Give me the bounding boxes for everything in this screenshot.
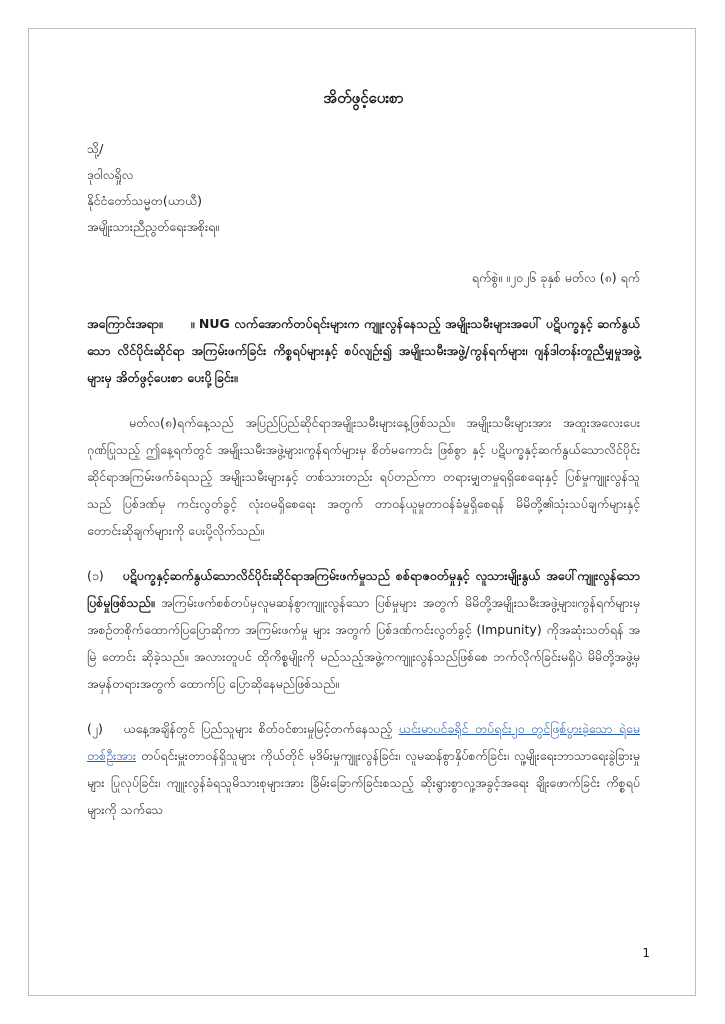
point-1-number: (၁) — [87, 568, 104, 583]
subject-label: အကြောင်းအရာ။ — [87, 316, 163, 331]
point-2-text-b: တပ်ရင်းမှူးတာဝန်ရှိသူများ ကိုယ်တိုင် မုဒိမ်းမှုကျူးလွန်ခြင်း၊ လူမဆန်စွာနှိပ်စက်ခြင်း၊ လူ့မျိုးရေးဘာသာရေးခွဲခြားမှုများ ပြုလုပ်ခြင်း၊ ကျူးလွန်ခံရသူမိသားစုများအား ခြိမ်းခြောက်ခြင်းစသည့် ဆိုးရွားစွာလူ့အခွင့်အရေး ချိုးဖောက်ခြင်း ကိစ္စရပ်များကို သက်သေ — [87, 748, 640, 817]
address-line: နိုင်ငံတော်သမ္မတ(ယာယီ) — [87, 193, 202, 208]
subject-text: ။ NUG လက်အောက်တပ်ရင်းများက ကျူးလွန်နေသည့် အမျိုးသမီးများအပေါ် ပဋိပက္ခနှင့် ဆက်နွယ်သော လိင်ပိုင်းဆိုင်ရာ အကြမ်းဖက်ခြင်း ကိစ္စရပ်များနှင့် စပ်လျဉ်း၍ အမျိုးသမီးအဖွဲ့/ကွန်ရက်များ၊ ဂျန်ဒါတန်းတူညီမျှမှုအဖွဲ့များမှ အိတ်ဖွင့်ပေးစာ ပေးပို့ခြင်း။ — [87, 316, 640, 385]
page-number: 1 — [642, 946, 650, 960]
subject-line — [87, 310, 640, 391]
point-1-paragraph — [87, 562, 640, 697]
address-line: အမျိုးသားညီညွတ်ရေးအစိုးရ။ — [87, 219, 220, 234]
point-2-paragraph — [87, 715, 640, 823]
address-line: ဒုဝါလရှိုလ — [87, 167, 134, 182]
point-1-heading: ပဋိပက္ခနှင့်ဆက်နွယ်သောလိင်ပိုင်းဆိုင်ရာအကြမ်းဖက်မှုသည် စစ်ရာဇဝတ်မှုနှင့် လူသားမျိုးနွယ် အပေါ်ကျူးလွန်သောပြစ်မှုဖြစ်သည်။ — [87, 568, 640, 610]
letter-title: အိတ်ဖွင့်ပေးစာ — [323, 89, 404, 107]
point-2-link[interactable]: ယင်းမာပင်ခရိုင် တပ်ရင်း၂၀ တွင်ဖြစ်ပွားခဲ့သော ရဲမေတစ်ဦးအား — [87, 721, 640, 763]
point-1-text: အကြမ်းဖက်စစ်တပ်မှလူမဆန်စွာကျူးလွန်သော ပြစ်မှုများ အတွက် မိမိတို့အမျိုးသမီးအဖွဲ့များ၊ကွန်ရက်များမှ အစဉ်တစိုက်ထောက်ပြပြောဆိုကာ အကြမ်းဖက်မှု များ အတွက် ပြစ်ဒဏ်ကင်းလွတ်ခွင့် (Impunity) ကိုအဆုံးသတ်ရန် အမြဲ တောင်း ဆိုခဲ့သည်။ အလားတူပင် ထိုကိစ္စမျိုးကို မည်သည့်အဖွဲ့ကကျူးလွန်သည်ဖြစ်စေ ဘက်လိုက်ခြင်းမရှိပဲ မိမိတို့အဖွဲ့မှ အမှန်တရားအတွက် ထောက်ပြ ပြောဆိုနေမည်ဖြစ်သည်။ — [87, 595, 640, 691]
point-2-number: (၂) — [87, 721, 103, 736]
point-2-text-a: ယနေ့အချိန်တွင် ပြည်သူများ စိတ်ဝင်စားမှုမြင့်တက်နေသည့် — [117, 721, 399, 736]
recipient-address — [87, 136, 640, 240]
letter-body — [87, 80, 640, 841]
address-line: သို့/ — [87, 141, 104, 156]
letter-date: ရက်စွဲ။ ။၂၀၂၆ ခုနှစ် မတ်လ (၈) ရက် — [471, 270, 640, 285]
intro-paragraph: မတ်လ(၈)ရက်နေ့သည် အပြည်ပြည်ဆိုင်ရာအမျိုးသမီးများနေ့ဖြစ်သည်။ အမျိုးသမီးများအား အထူးအလေးပေး ဂုဏ်ပြုသည့် ဤနေ့ရက်တွင် အမျိုးသမီးအဖွဲ့များ၊ကွန်ရက်များမှ စိတ်မကောင်း ဖြစ်စွာ နှင့် ပဋိပက္ခနှင့်ဆက်နွယ်သောလိင်ပိုင်းဆိုင်ရာအကြမ်းဖက်ခံရသည့် အမျိုးသမီးများနှင့် တစ်သားတည်း ရပ်တည်ကာ တရားမျှတမှုရရှိစေရေးနှင့် ပြစ်မှုကျူးလွန်သူသည် ပြစ်ဒဏ်မှ ကင်းလွတ်ခွင့် လုံးဝမရှိစေရေး အတွက် တာဝန်ယူမှုတာဝန်ခံမှုရှိစေရန် မိမိတို့၏သုံးသပ်ချက်များနှင့် တောင်းဆိုချက်များကို ပေးပို့လိုက်သည်။ — [87, 415, 640, 538]
